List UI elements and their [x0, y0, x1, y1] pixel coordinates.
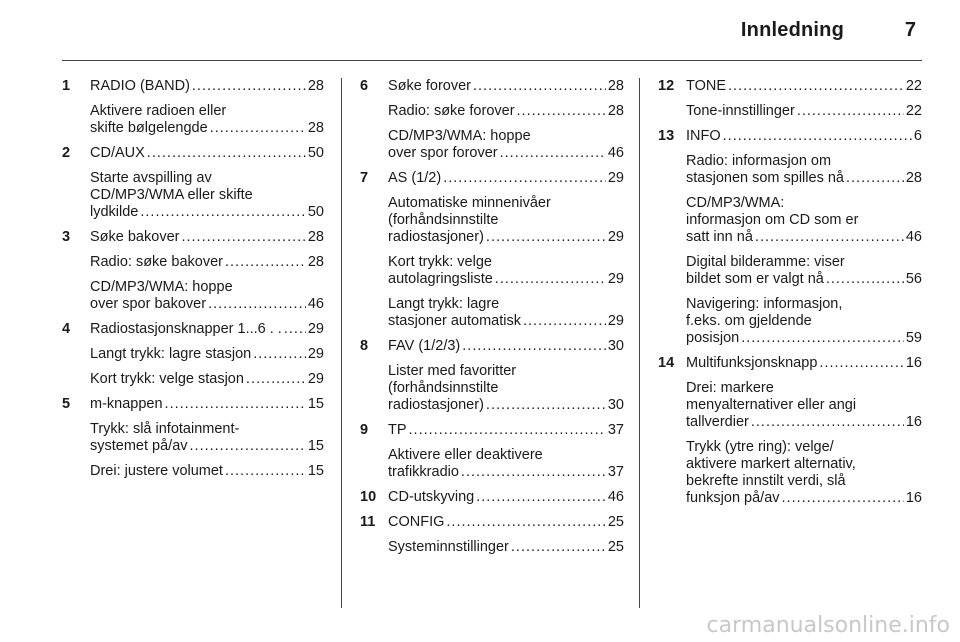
item-number: 13 [658, 128, 675, 144]
entry-text: Tone-innstillinger [686, 103, 795, 119]
entry-line [388, 464, 624, 481]
entry-text: CD/MP3/WMA: hoppe [90, 279, 233, 295]
index-item [360, 489, 624, 506]
entry-text: posisjon [686, 330, 740, 346]
entry-line [686, 153, 922, 170]
leader-dots [140, 204, 306, 221]
page-reference: 46 [607, 145, 624, 161]
page-reference: 29 [307, 346, 324, 362]
entry-line [686, 456, 922, 473]
item-heading [686, 355, 922, 372]
entry-text: RADIO (BAND) [90, 78, 190, 94]
page-reference: 28 [307, 229, 324, 245]
index-item [62, 396, 324, 480]
entry-line [686, 330, 922, 347]
entry-text: Kort trykk: velge stasjon [90, 371, 244, 387]
leader-dots [208, 296, 306, 313]
leader-dots [147, 145, 306, 162]
entry-line [686, 380, 922, 397]
sub-entry [90, 279, 324, 313]
sub-entry [388, 254, 624, 288]
entry-line [388, 78, 624, 95]
watermark: carmanualsonline.info [706, 613, 950, 638]
leader-dots [826, 271, 904, 288]
sub-entry [90, 254, 324, 271]
entry-line [90, 78, 324, 95]
entry-text: CD/MP3/WMA: [686, 195, 785, 211]
entry-text: Radio: søke forover [388, 103, 515, 119]
page-reference: 16 [905, 414, 922, 430]
entry-text: Søke forover [388, 78, 471, 94]
entry-text: lydkilde [90, 204, 139, 220]
leader-dots [486, 397, 606, 414]
page-reference: 16 [905, 490, 922, 506]
entry-text: stasjoner automatisk [388, 313, 521, 329]
item-heading [90, 229, 324, 246]
column-2 [360, 78, 624, 564]
sub-entry [90, 170, 324, 221]
entry-line [686, 313, 922, 330]
entry-line [388, 363, 624, 380]
entry-line [90, 421, 324, 438]
page-reference: 29 [607, 229, 624, 245]
item-number: 12 [658, 78, 675, 94]
leader-dots [446, 514, 605, 531]
entry-text: m-knappen [90, 396, 163, 412]
leader-dots [819, 355, 903, 372]
entry-text: skifte bølgelengde [90, 120, 208, 136]
entry-text: (forhåndsinnstilte [388, 212, 499, 228]
entry-text: Lister med favoritter [388, 363, 517, 379]
page-reference: 25 [607, 539, 624, 555]
entry-text: bekrefte innstilt verdi, slå [686, 473, 846, 489]
sub-entry [686, 103, 922, 120]
entry-text: Drei: markere [686, 380, 774, 396]
entry-line [90, 103, 324, 120]
entry-line [90, 254, 324, 271]
entry-text: Langt trykk: lagre [388, 296, 500, 312]
page-reference: 46 [905, 229, 922, 245]
index-item [658, 78, 922, 120]
entry-text: CD/MP3/WMA: hoppe [388, 128, 531, 144]
entry-text: CD/AUX [90, 145, 145, 161]
column-1 [62, 78, 324, 488]
page-reference: 15 [307, 438, 324, 454]
sub-entry [686, 380, 922, 431]
entry-line [686, 195, 922, 212]
entry-text: trafikkradio [388, 464, 459, 480]
entry-line [686, 103, 922, 120]
item-number: 3 [62, 229, 71, 245]
item-number: 5 [62, 396, 71, 412]
entry-line [686, 128, 922, 145]
entry-line [90, 204, 324, 221]
entry-line [686, 296, 922, 313]
entry-text: Langt trykk: lagre stasjon [90, 346, 252, 362]
entry-line [686, 170, 922, 187]
entry-text: tallverdier [686, 414, 749, 430]
entry-line [90, 120, 324, 137]
leader-dots [495, 271, 606, 288]
column-divider [341, 78, 342, 608]
sub-entry [90, 371, 324, 388]
entry-line [90, 321, 324, 338]
leader-dots [741, 330, 904, 347]
entry-text: FAV (1/2/3) [388, 338, 461, 354]
entry-text: radiostasjoner) [388, 229, 484, 245]
entry-line [686, 473, 922, 490]
entry-text: Trykk (ytre ring): velge/ [686, 439, 834, 455]
leader-dots [517, 103, 606, 120]
page-reference: 46 [307, 296, 324, 312]
page-reference: 29 [607, 170, 624, 186]
entry-text: Digital bilderamme: viser [686, 254, 845, 270]
index-item [62, 321, 324, 388]
page-reference: 28 [905, 170, 922, 186]
entry-text: Drei: justere volumet [90, 463, 223, 479]
page-number: 7 [904, 19, 916, 41]
index-item [62, 145, 324, 221]
item-heading [388, 338, 624, 355]
page-reference: 59 [905, 330, 922, 346]
leader-dots [723, 128, 912, 145]
entry-line [90, 279, 324, 296]
leader-dots [473, 78, 606, 95]
sub-entry [388, 103, 624, 120]
entry-text: f.eks. om gjeldende [686, 313, 812, 329]
entry-text: aktivere markert alternativ, [686, 456, 856, 472]
entry-line [686, 439, 922, 456]
entry-line [388, 212, 624, 229]
leader-dots [797, 103, 904, 120]
sub-entry [686, 254, 922, 288]
entry-line [686, 254, 922, 271]
index-item [62, 229, 324, 313]
entry-text: funksjon på/av [686, 490, 780, 506]
item-heading [686, 78, 922, 95]
page-title: Innledning [740, 19, 844, 41]
entry-text: CONFIG [388, 514, 445, 530]
index-item [658, 355, 922, 507]
leader-dots [284, 321, 306, 338]
entry-text: Systeminnstillinger [388, 539, 509, 555]
entry-text: Aktivere eller deaktivere [388, 447, 543, 463]
page-reference: 37 [607, 422, 624, 438]
entry-line [90, 346, 324, 363]
entry-text: Radiostasjonsknapper 1...6 . . [90, 321, 282, 337]
sub-entry [388, 195, 624, 246]
index-item [360, 78, 624, 162]
leader-dots [210, 120, 306, 137]
page-reference: 15 [307, 463, 324, 479]
leader-dots [253, 346, 306, 363]
page-reference: 56 [905, 271, 922, 287]
entry-line [90, 187, 324, 204]
item-number: 1 [62, 78, 71, 94]
item-heading [90, 321, 324, 338]
leader-dots [486, 229, 606, 246]
entry-text: AS (1/2) [388, 170, 442, 186]
item-heading [90, 145, 324, 162]
entry-line [388, 254, 624, 271]
column-3 [658, 78, 922, 515]
item-number: 11 [360, 514, 376, 530]
entry-line [388, 447, 624, 464]
entry-text: Aktivere radioen eller [90, 103, 227, 119]
entry-line [388, 229, 624, 246]
leader-dots [190, 438, 306, 455]
page-reference: 37 [607, 464, 624, 480]
item-number: 8 [360, 338, 369, 354]
item-heading [90, 396, 324, 413]
entry-text: TONE [686, 78, 727, 94]
entry-line [388, 397, 624, 414]
index-item [360, 170, 624, 330]
index-item [360, 338, 624, 414]
entry-text: Navigering: informasjon, [686, 296, 843, 312]
entry-line [90, 371, 324, 388]
leader-dots [409, 422, 606, 439]
page-reference: 46 [607, 489, 624, 505]
sub-entry [90, 463, 324, 480]
leader-dots [751, 414, 904, 431]
sub-entry [686, 439, 922, 507]
header-rule [62, 60, 922, 61]
entry-line [90, 438, 324, 455]
entry-text: CD/MP3/WMA eller skifte [90, 187, 253, 203]
leader-dots [225, 254, 306, 271]
entry-line [686, 355, 922, 372]
entry-text: Radio: informasjon om [686, 153, 832, 169]
sub-entry [388, 447, 624, 481]
index-item [360, 422, 624, 481]
leader-dots [728, 78, 904, 95]
leader-dots [462, 338, 606, 355]
page-reference: 22 [905, 103, 922, 119]
entry-line [388, 380, 624, 397]
entry-text: over spor bakover [90, 296, 207, 312]
index-item [360, 514, 624, 556]
entry-text: TP [388, 422, 407, 438]
leader-dots [246, 371, 306, 388]
leader-dots [461, 464, 606, 481]
item-number: 6 [360, 78, 369, 94]
item-heading [90, 78, 324, 95]
sub-entry [90, 421, 324, 455]
entry-text: over spor forover [388, 145, 498, 161]
entry-line [686, 212, 922, 229]
item-number: 7 [360, 170, 369, 186]
sub-entry [90, 103, 324, 137]
page-reference: 28 [607, 78, 624, 94]
item-heading [686, 128, 922, 145]
entry-line [388, 313, 624, 330]
entry-line [686, 271, 922, 288]
entry-line [388, 195, 624, 212]
leader-dots [443, 170, 606, 187]
sub-entry [388, 363, 624, 414]
leader-dots [500, 145, 606, 162]
page-reference: 16 [905, 355, 922, 371]
page-reference: 15 [307, 396, 324, 412]
entry-line [686, 490, 922, 507]
entry-line [388, 103, 624, 120]
entry-line [686, 414, 922, 431]
entry-text: Trykk: slå infotainment- [90, 421, 240, 437]
entry-text: Automatiske minnenivåer [388, 195, 551, 211]
page-reference: 29 [607, 271, 624, 287]
page-reference: 22 [905, 78, 922, 94]
leader-dots [511, 539, 606, 556]
item-heading [388, 170, 624, 187]
entry-line [90, 170, 324, 187]
page-reference: 25 [607, 514, 624, 530]
page-reference: 28 [307, 120, 324, 136]
entry-text: radiostasjoner) [388, 397, 484, 413]
entry-line [388, 271, 624, 288]
sub-entry [686, 195, 922, 246]
entry-text: INFO [686, 128, 721, 144]
entry-text: Radio: søke bakover [90, 254, 223, 270]
entry-line [686, 397, 922, 414]
leader-dots [192, 78, 306, 95]
entry-line [686, 78, 922, 95]
leader-dots [755, 229, 904, 246]
entry-line [388, 422, 624, 439]
page-reference: 29 [607, 313, 624, 329]
leader-dots [476, 489, 606, 506]
index-item [62, 78, 324, 137]
sub-entry [388, 539, 624, 556]
column-divider [639, 78, 640, 608]
entry-line [388, 489, 624, 506]
entry-line [388, 338, 624, 355]
page-reference: 28 [607, 103, 624, 119]
leader-dots [846, 170, 904, 187]
leader-dots [782, 490, 904, 507]
item-heading [388, 78, 624, 95]
entry-text: stasjonen som spilles nå [686, 170, 844, 186]
leader-dots [225, 463, 306, 480]
entry-text: bildet som er valgt nå [686, 271, 824, 287]
item-number: 2 [62, 145, 71, 161]
entry-line [90, 396, 324, 413]
leader-dots [181, 229, 305, 246]
page-reference: 29 [307, 321, 324, 337]
leader-dots [523, 313, 606, 330]
entry-line [388, 514, 624, 531]
sub-entry [686, 153, 922, 187]
entry-text: informasjon om CD som er [686, 212, 859, 228]
item-heading [388, 514, 624, 531]
entry-text: systemet på/av [90, 438, 188, 454]
sub-entry [388, 296, 624, 330]
entry-text: (forhåndsinnstilte [388, 380, 499, 396]
page-reference: 28 [307, 254, 324, 270]
page-reference: 50 [307, 204, 324, 220]
entry-line [388, 539, 624, 556]
page-reference: 50 [307, 145, 324, 161]
page-reference: 28 [307, 78, 324, 94]
entry-line [90, 296, 324, 313]
item-number: 10 [360, 489, 377, 505]
item-heading [388, 489, 624, 506]
entry-text: Multifunksjonsknapp [686, 355, 818, 371]
entry-line [686, 229, 922, 246]
entry-text: Starte avspilling av [90, 170, 212, 186]
sub-entry [90, 346, 324, 363]
entry-text: Kort trykk: velge [388, 254, 492, 270]
page-reference: 6 [913, 128, 922, 144]
item-number: 14 [658, 355, 675, 371]
item-number: 4 [62, 321, 71, 337]
leader-dots [165, 396, 306, 413]
page-reference: 30 [607, 397, 624, 413]
entry-line [90, 229, 324, 246]
entry-line [90, 463, 324, 480]
entry-line [388, 170, 624, 187]
entry-line [388, 145, 624, 162]
entry-text: menyalternativer eller angi [686, 397, 857, 413]
page-reference: 29 [307, 371, 324, 387]
item-heading [388, 422, 624, 439]
entry-line [90, 145, 324, 162]
index-item [658, 128, 922, 347]
item-number: 9 [360, 422, 369, 438]
entry-line [388, 296, 624, 313]
entry-text: satt inn nå [686, 229, 753, 245]
sub-entry [686, 296, 922, 347]
page-reference: 30 [607, 338, 624, 354]
entry-line [388, 128, 624, 145]
sub-entry [388, 128, 624, 162]
entry-text: CD-utskyving [388, 489, 475, 505]
entry-text: Søke bakover [90, 229, 180, 245]
entry-text: autolagringsliste [388, 271, 493, 287]
